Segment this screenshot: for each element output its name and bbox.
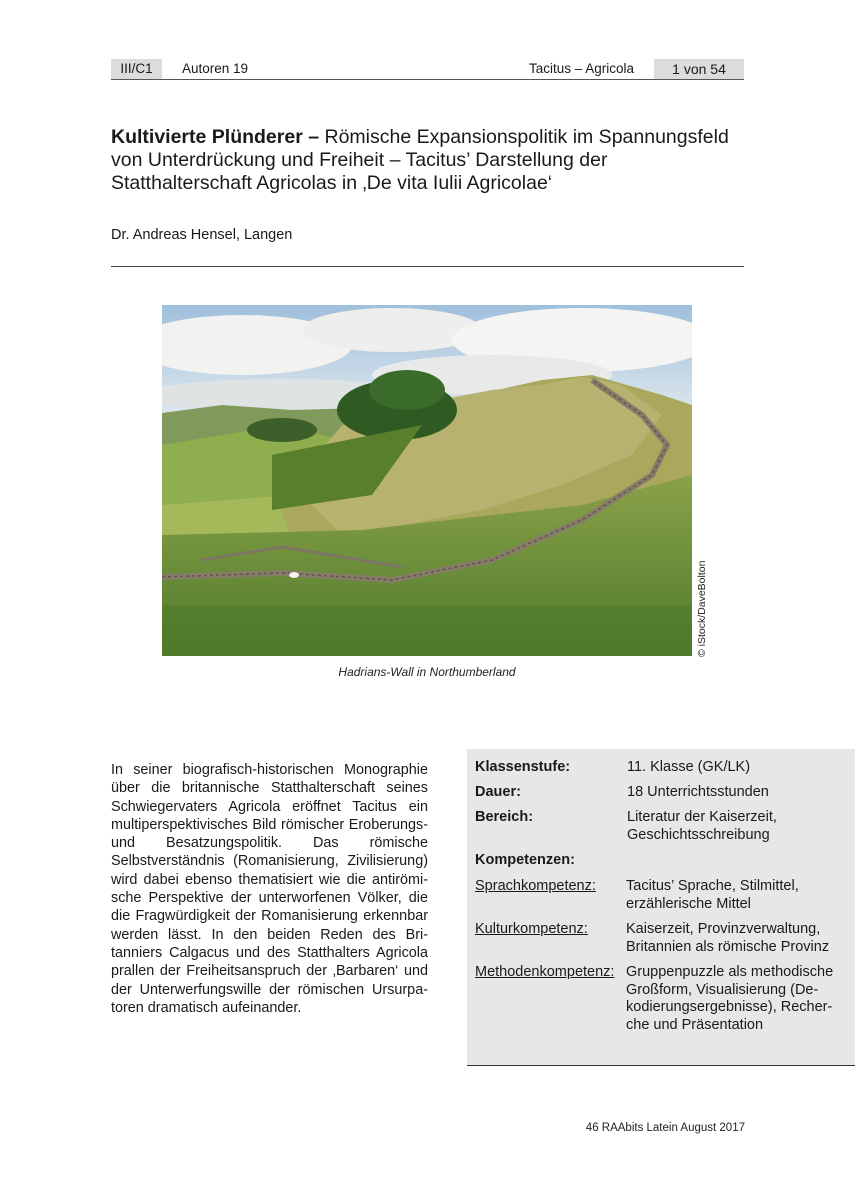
kulturkompetenz-label: Kulturkompetenz: — [475, 921, 588, 937]
photo-credit: © iStock/DaveBolton — [696, 560, 708, 657]
bereich-value: Literatur der Kaiserzeit, Geschichtsschreibung — [627, 809, 777, 843]
sprachkompetenz-label: Sprachkompetenz: — [475, 878, 596, 894]
sprachkompetenz-value: Tacitus’ Sprache, Stilmittel, erzählerische Mittel — [626, 878, 799, 912]
dauer-value: 18 Unterrichtsstunden — [627, 784, 769, 800]
page-header — [111, 59, 744, 80]
title-lead: Kultivierte Plünderer – — [111, 126, 320, 148]
title-rest: Römische Expansionspolitik im Spannungsfeld von Unterdrückung und Freiheit – Tacitus’ Darstellung der Statthalterschaft Agricolas in ‚De vita Iulii Agricolae‘ — [111, 126, 729, 194]
photo-caption: Hadrians-Wall in Northumberland — [338, 665, 516, 679]
klassenstufe-label: Klassenstufe: — [475, 759, 571, 775]
methodenkompetenz-label: Methodenkompetenz: — [475, 964, 615, 980]
series-label: Autoren 19 — [182, 61, 249, 76]
methodenkompetenz-value: Gruppenpuzzle als methodische Großform, Visualisierung (Dekodierungsergebnisse), Recherche und Präsentation — [626, 964, 834, 1033]
page-title — [111, 126, 751, 195]
hadrians-wall-photo — [162, 305, 692, 656]
intro-paragraph: In seiner biografisch-historischen Monographie über die britannische Statthalterschaft seines Schwiegervaters Agricola eröffnet Tacitus ein multiperspektivisches Bild römischer Eroberungs- und Besatzungspolitik. Das römische Selbstverständnis (Romanisierung, Zivilisierung) wird dabei ebenso thematisiert wie die antirömische Perspektive der unterworfenen Völker, die die Fragwürdigkeit der Romanisierung erkennbar werden lässt. In den beiden Reden des Britanniers Calgacus und des Statthalters Agricola prallen der Freiheitsanspruch der ‚Barbaren‘ und der Unterwerfungswille der römischen Ursurpatoren dramatisch aufeinander. — [111, 762, 428, 1016]
section-code: III/C1 — [111, 59, 162, 79]
page-footer: 46 RAAbits Latein August 2017 — [585, 1122, 745, 1134]
info-box — [467, 749, 855, 1066]
divider — [111, 266, 744, 267]
bereich-label: Bereich: — [475, 809, 534, 825]
klassenstufe-value: 11. Klasse (GK/LK) — [627, 759, 751, 775]
page-number: 1 von 54 — [654, 59, 744, 79]
dauer-label: Dauer: — [475, 784, 521, 800]
kulturkompetenz-value: Kaiserzeit, Provinzverwaltung, Britannien als römische Provinz — [626, 921, 830, 955]
author-line: Dr. Andreas Hensel, Langen — [111, 227, 293, 243]
topic-label: Tacitus – Agricola — [528, 61, 634, 76]
kompetenzen-label: Kompetenzen: — [475, 852, 575, 868]
